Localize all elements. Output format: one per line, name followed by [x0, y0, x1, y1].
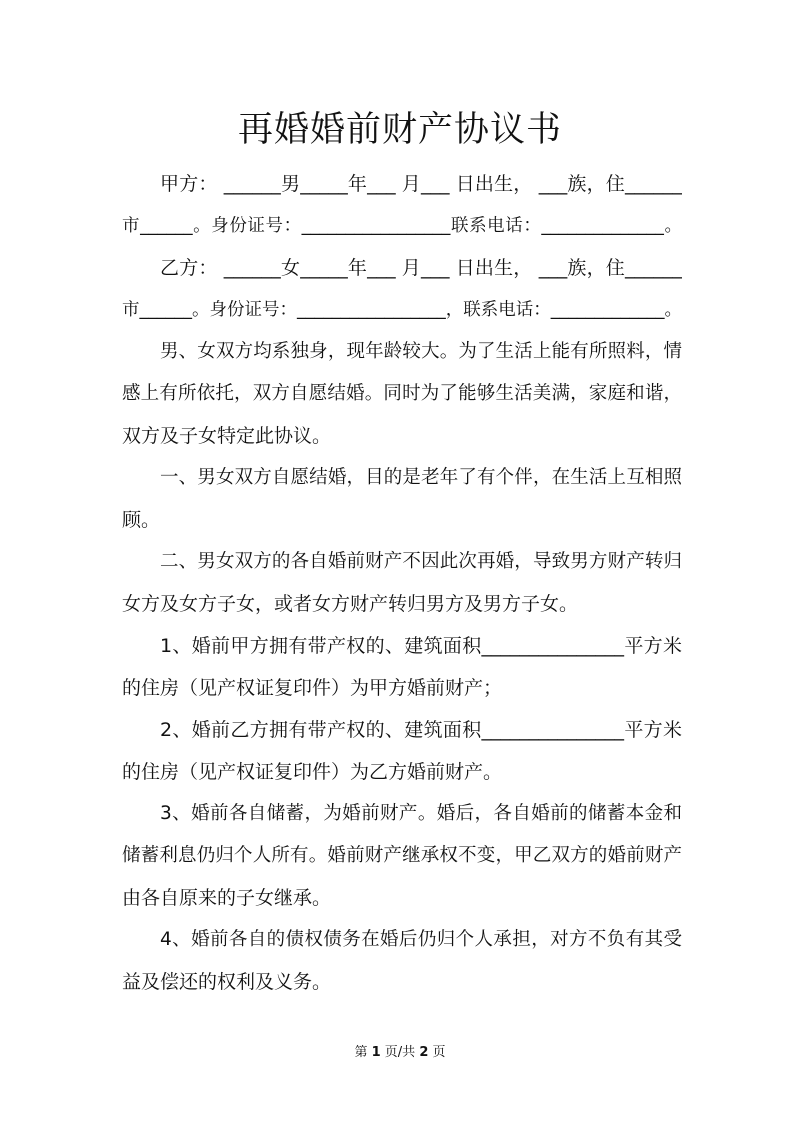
party-b-line-1: 乙方： ______女_____年___ 月___ 日出生， ___族，住______ — [160, 257, 682, 279]
clause-1-line-2: 顾。 — [122, 509, 161, 531]
party-a-line-2: 市______。身份证号：_________________联系电话：______________。 — [122, 216, 682, 236]
preamble-line-1: 男、女双方均系独身，现年龄较大。为了生活上能有所照料，情 — [160, 341, 682, 362]
footer-total-pages: 2 — [419, 1045, 429, 1060]
document-title: 再婚婚前财产协议书 — [237, 110, 562, 150]
item-3-line-3: 由各自原来的子女继承。 — [122, 887, 332, 909]
preamble-line-3: 双方及子女特定此协议。 — [122, 425, 332, 447]
footer-suffix: 页 — [432, 1045, 446, 1060]
footer-prefix: 第 — [354, 1045, 368, 1060]
item-1-line-2: 的住房（见产权证复印件）为甲方婚前财产； — [122, 677, 503, 699]
clause-2-line-2: 女方及女方子女，或者女方财产转归男方及男方子女。 — [122, 593, 579, 615]
item-4-line-1: 4、婚前各自的债权债务在婚后仍归个人承担，对方不负有其受 — [160, 929, 682, 950]
clause-2-line-1: 二、男女双方的各自婚前财产不因此次再婚，导致男方财产转归 — [160, 551, 682, 572]
item-2-line-1: 2、婚前乙方拥有带产权的、建筑面积_______________平方米 — [160, 719, 682, 741]
item-4-line-2: 益及偿还的权利及义务。 — [122, 971, 332, 993]
party-a-line-1: 甲方： ______男_____年___ 月___ 日出生， ___族，住______ — [160, 173, 682, 195]
clause-1-line-1: 一、男女双方自愿结婚，目的是老年了有个伴，在生活上互相照 — [160, 467, 682, 488]
footer-current-page: 1 — [371, 1045, 381, 1060]
item-3-line-2: 储蓄利息仍归个人所有。婚前财产继承权不变，甲乙双方的婚前财产 — [122, 845, 682, 866]
footer-middle: 页/共 — [384, 1045, 416, 1060]
page-footer — [0, 1043, 800, 1063]
document-body — [122, 163, 682, 1003]
preamble-line-2: 感上有所依托，双方自愿结婚。同时为了能够生活美满，家庭和谐， — [122, 383, 682, 404]
item-2-line-2: 的住房（见产权证复印件）为乙方婚前财产。 — [122, 761, 503, 783]
item-3-line-1: 3、婚前各自储蓄，为婚前财产。婚后，各自婚前的储蓄本金和 — [160, 803, 682, 824]
item-1-line-1: 1、婚前甲方拥有带产权的、建筑面积_______________平方米 — [160, 635, 682, 657]
party-b-line-2: 市______。身份证号：_________________，联系电话：_____________。 — [122, 300, 682, 320]
